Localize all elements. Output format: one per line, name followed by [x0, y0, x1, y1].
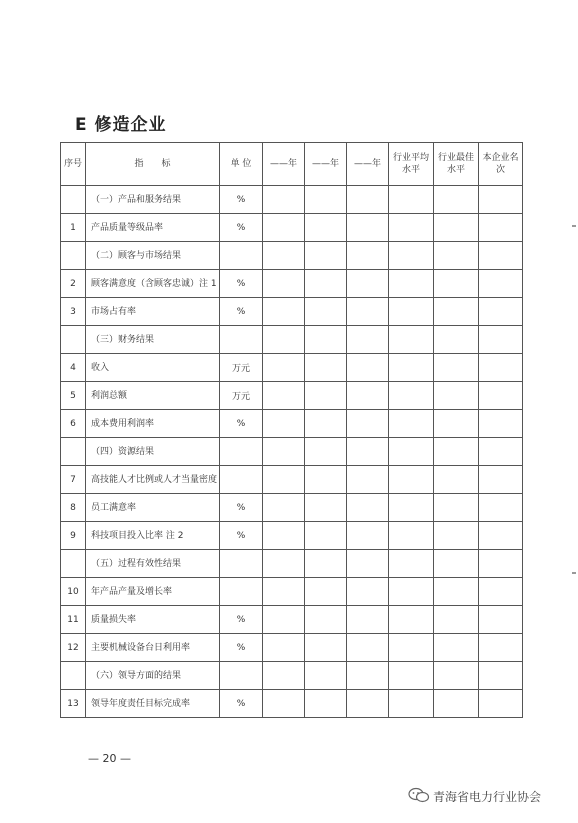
row-industry-avg [389, 214, 434, 242]
row-industry-best [434, 606, 479, 634]
row-unit: % [220, 270, 263, 298]
row-number: 13 [61, 690, 86, 718]
row-industry-avg [389, 550, 434, 578]
row-number [61, 242, 86, 270]
row-value-year-2 [305, 578, 347, 606]
row-value-year-3 [347, 410, 389, 438]
header-indicator: 指 标 [86, 143, 220, 186]
row-company-rank [479, 466, 523, 494]
row-value-year-1 [263, 550, 305, 578]
table-row [61, 690, 523, 718]
row-unit [220, 578, 263, 606]
row-value-year-2 [305, 354, 347, 382]
row-industry-avg [389, 438, 434, 466]
row-value-year-2 [305, 662, 347, 690]
row-indicator: （三）财务结果 [86, 326, 220, 354]
row-value-year-3 [347, 270, 389, 298]
row-industry-avg [389, 298, 434, 326]
row-value-year-3 [347, 606, 389, 634]
table-row [61, 214, 523, 242]
row-industry-best [434, 690, 479, 718]
row-company-rank [479, 550, 523, 578]
row-unit [220, 466, 263, 494]
row-indicator: 员工满意率 [86, 494, 220, 522]
row-value-year-1 [263, 242, 305, 270]
table-row [61, 270, 523, 298]
row-number: 10 [61, 578, 86, 606]
row-industry-avg [389, 410, 434, 438]
row-industry-avg [389, 606, 434, 634]
row-industry-avg [389, 326, 434, 354]
row-indicator: 科技项目投入比率 注 2 [86, 522, 220, 550]
row-unit: % [220, 690, 263, 718]
row-industry-best [434, 662, 479, 690]
row-value-year-1 [263, 270, 305, 298]
row-industry-best [434, 550, 479, 578]
header-year-1: ——年 [263, 143, 305, 186]
row-industry-avg [389, 634, 434, 662]
row-industry-best [434, 298, 479, 326]
row-industry-best [434, 438, 479, 466]
row-number: 9 [61, 522, 86, 550]
row-value-year-2 [305, 270, 347, 298]
row-value-year-2 [305, 186, 347, 214]
row-industry-avg [389, 578, 434, 606]
row-industry-best [434, 270, 479, 298]
watermark-text: 青海省电力行业协会 [433, 790, 542, 804]
row-value-year-2 [305, 214, 347, 242]
row-value-year-1 [263, 326, 305, 354]
row-number: 4 [61, 354, 86, 382]
row-value-year-1 [263, 634, 305, 662]
indicator-table [60, 142, 523, 718]
row-unit: % [220, 634, 263, 662]
row-value-year-2 [305, 298, 347, 326]
row-indicator: 顾客满意度（含顾客忠诚）注 1 [86, 270, 220, 298]
row-industry-avg [389, 690, 434, 718]
row-industry-avg [389, 354, 434, 382]
row-company-rank [479, 326, 523, 354]
row-company-rank [479, 354, 523, 382]
row-value-year-3 [347, 466, 389, 494]
row-value-year-1 [263, 662, 305, 690]
row-indicator: 市场占有率 [86, 298, 220, 326]
row-value-year-3 [347, 214, 389, 242]
row-value-year-1 [263, 522, 305, 550]
table-row [61, 410, 523, 438]
row-number: 3 [61, 298, 86, 326]
table-header-row [61, 143, 523, 186]
row-value-year-2 [305, 494, 347, 522]
header-no: 序号 [61, 143, 86, 186]
row-value-year-3 [347, 634, 389, 662]
table-row [61, 438, 523, 466]
row-value-year-3 [347, 494, 389, 522]
row-industry-best [434, 578, 479, 606]
row-value-year-2 [305, 326, 347, 354]
row-value-year-1 [263, 214, 305, 242]
table-row [61, 606, 523, 634]
row-unit: 万元 [220, 354, 263, 382]
row-value-year-3 [347, 438, 389, 466]
row-value-year-3 [347, 242, 389, 270]
table-row [61, 634, 523, 662]
row-value-year-3 [347, 522, 389, 550]
row-value-year-2 [305, 438, 347, 466]
row-indicator: 成本费用利润率 [86, 410, 220, 438]
page-number: — 20 — [88, 752, 131, 765]
table-row [61, 494, 523, 522]
row-value-year-2 [305, 242, 347, 270]
row-value-year-1 [263, 438, 305, 466]
row-number: 12 [61, 634, 86, 662]
row-number: 8 [61, 494, 86, 522]
row-unit: % [220, 214, 263, 242]
row-indicator: （五）过程有效性结果 [86, 550, 220, 578]
table-row [61, 186, 523, 214]
row-company-rank [479, 410, 523, 438]
row-unit: % [220, 522, 263, 550]
row-indicator: 年产品产量及增长率 [86, 578, 220, 606]
row-value-year-1 [263, 494, 305, 522]
row-industry-best [434, 382, 479, 410]
row-industry-avg [389, 270, 434, 298]
row-industry-best [434, 410, 479, 438]
row-company-rank [479, 522, 523, 550]
table-row [61, 662, 523, 690]
row-industry-best [434, 242, 479, 270]
row-number [61, 550, 86, 578]
row-company-rank [479, 438, 523, 466]
row-value-year-1 [263, 410, 305, 438]
edge-mark [572, 572, 576, 574]
row-indicator: 高技能人才比例或人才当量密度 [86, 466, 220, 494]
table-row [61, 326, 523, 354]
row-industry-best [434, 186, 479, 214]
row-value-year-2 [305, 550, 347, 578]
row-unit: % [220, 410, 263, 438]
row-company-rank [479, 270, 523, 298]
table-row [61, 382, 523, 410]
row-value-year-1 [263, 298, 305, 326]
row-company-rank [479, 298, 523, 326]
row-company-rank [479, 494, 523, 522]
row-number: 6 [61, 410, 86, 438]
row-industry-avg [389, 522, 434, 550]
table-row [61, 522, 523, 550]
row-indicator: 利润总额 [86, 382, 220, 410]
row-company-rank [479, 606, 523, 634]
row-indicator: 收入 [86, 354, 220, 382]
row-industry-avg [389, 662, 434, 690]
row-number [61, 662, 86, 690]
row-value-year-3 [347, 578, 389, 606]
row-number: 1 [61, 214, 86, 242]
header-year-3: ——年 [347, 143, 389, 186]
header-year-2: ——年 [305, 143, 347, 186]
row-value-year-3 [347, 354, 389, 382]
table-row [61, 578, 523, 606]
row-value-year-3 [347, 382, 389, 410]
row-unit [220, 438, 263, 466]
row-industry-avg [389, 466, 434, 494]
row-value-year-3 [347, 186, 389, 214]
row-industry-best [434, 354, 479, 382]
row-industry-best [434, 466, 479, 494]
row-unit [220, 550, 263, 578]
row-value-year-1 [263, 606, 305, 634]
row-value-year-2 [305, 634, 347, 662]
row-indicator: （四）资源结果 [86, 438, 220, 466]
row-indicator: 领导年度责任目标完成率 [86, 690, 220, 718]
row-indicator: 质量损失率 [86, 606, 220, 634]
row-value-year-1 [263, 466, 305, 494]
edge-mark [572, 225, 576, 227]
row-unit [220, 326, 263, 354]
row-unit: % [220, 186, 263, 214]
header-industry-best: 行业最佳水平 [434, 143, 479, 186]
row-company-rank [479, 242, 523, 270]
row-industry-best [434, 326, 479, 354]
row-value-year-2 [305, 382, 347, 410]
row-value-year-2 [305, 606, 347, 634]
row-industry-best [434, 214, 479, 242]
row-number: 2 [61, 270, 86, 298]
row-value-year-3 [347, 662, 389, 690]
row-industry-avg [389, 494, 434, 522]
section-title: E 修造企业 [75, 115, 167, 135]
row-number: 5 [61, 382, 86, 410]
row-unit: % [220, 298, 263, 326]
header-company-rank: 本企业名次 [479, 143, 523, 186]
row-company-rank [479, 578, 523, 606]
row-value-year-3 [347, 326, 389, 354]
row-industry-best [434, 522, 479, 550]
row-unit: % [220, 606, 263, 634]
row-value-year-1 [263, 186, 305, 214]
table-row [61, 298, 523, 326]
row-value-year-3 [347, 298, 389, 326]
wechat-icon [408, 787, 430, 803]
row-number [61, 186, 86, 214]
row-number [61, 438, 86, 466]
row-value-year-1 [263, 354, 305, 382]
row-value-year-1 [263, 578, 305, 606]
row-industry-avg [389, 382, 434, 410]
row-company-rank [479, 382, 523, 410]
header-unit: 单 位 [220, 143, 263, 186]
table-row [61, 242, 523, 270]
row-value-year-1 [263, 690, 305, 718]
row-industry-best [434, 634, 479, 662]
row-value-year-2 [305, 410, 347, 438]
table-row [61, 466, 523, 494]
row-number [61, 326, 86, 354]
row-company-rank [479, 634, 523, 662]
table-row [61, 550, 523, 578]
row-indicator: 主要机械设备台日利用率 [86, 634, 220, 662]
indicator-table-wrapper [60, 142, 523, 718]
table-row [61, 354, 523, 382]
row-company-rank [479, 186, 523, 214]
row-industry-avg [389, 186, 434, 214]
row-value-year-3 [347, 690, 389, 718]
row-unit: % [220, 494, 263, 522]
row-unit [220, 662, 263, 690]
header-industry-avg: 行业平均水平 [389, 143, 434, 186]
row-unit [220, 242, 263, 270]
row-unit: 万元 [220, 382, 263, 410]
row-indicator: （二）顾客与市场结果 [86, 242, 220, 270]
row-value-year-2 [305, 522, 347, 550]
row-value-year-1 [263, 382, 305, 410]
row-number: 11 [61, 606, 86, 634]
table-body [61, 186, 523, 718]
row-indicator: （六）领导方面的结果 [86, 662, 220, 690]
row-company-rank [479, 662, 523, 690]
row-indicator: （一）产品和服务结果 [86, 186, 220, 214]
row-industry-best [434, 494, 479, 522]
row-value-year-2 [305, 690, 347, 718]
row-company-rank [479, 214, 523, 242]
row-indicator: 产品质量等级品率 [86, 214, 220, 242]
row-industry-avg [389, 242, 434, 270]
row-value-year-2 [305, 466, 347, 494]
row-number: 7 [61, 466, 86, 494]
row-value-year-3 [347, 550, 389, 578]
row-company-rank [479, 690, 523, 718]
